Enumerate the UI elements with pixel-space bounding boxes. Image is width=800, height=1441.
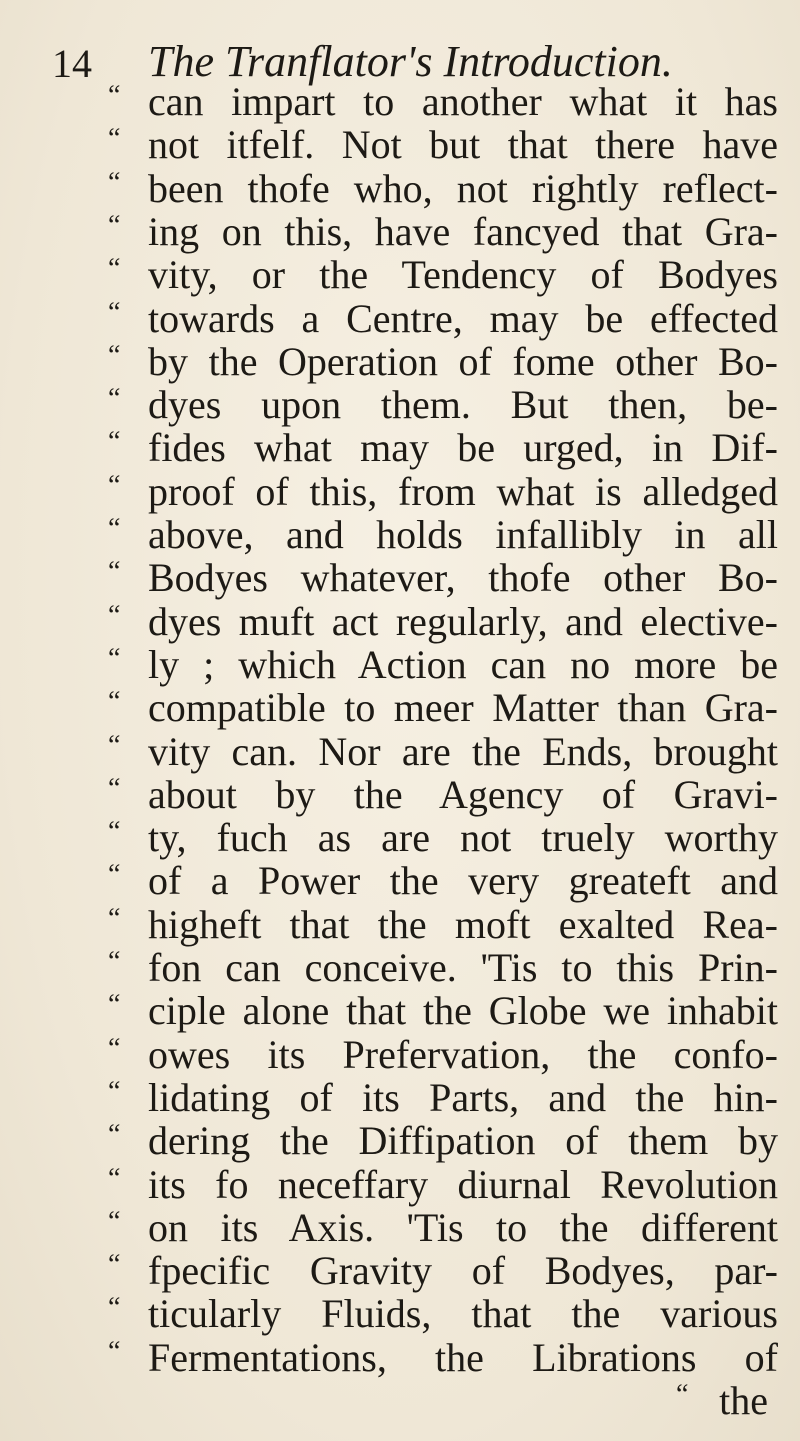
line-text: ing on this, have fancyed that Gra- — [148, 208, 778, 254]
line-text: been thofe who, not rightly reflect- — [148, 165, 778, 211]
line-text: dyes muft act regularly, and elective- — [148, 598, 778, 644]
line-text: Fermentations, the Librations of — [148, 1334, 778, 1380]
text-line — [0, 1119, 800, 1163]
line-text: higheft that the moft exalted Rea- — [148, 901, 778, 947]
quote-mark: “ — [108, 599, 121, 631]
line-text: of a Power the very greateft and — [148, 858, 778, 904]
line-text: its fo neceffary diurnal Revolution — [148, 1161, 778, 1207]
text-line — [0, 859, 800, 903]
line-text: ciple alone that the Globe we inhabit — [148, 988, 778, 1034]
line-text: dering the Diffipation of them by — [148, 1118, 778, 1164]
quote-mark: “ — [108, 816, 121, 848]
quote-mark: “ — [108, 426, 121, 458]
quote-mark: “ — [108, 209, 121, 241]
line-text: fides what may be urged, in Dif- — [148, 425, 778, 471]
line-text: fon can conceive. 'Tis to this Prin- — [148, 945, 778, 990]
line-text: not itfelf. Not but that there have — [148, 122, 778, 168]
quote-mark: “ — [108, 1205, 121, 1237]
text-line — [0, 903, 800, 947]
line-text: compatible to meer Matter than Gra- — [148, 685, 778, 731]
line-text: lidating of its Parts, and the hin- — [148, 1074, 778, 1120]
text-line — [0, 80, 800, 124]
line-text: can impart to another what it has — [148, 79, 778, 124]
text-line — [0, 253, 800, 297]
text-line — [0, 556, 800, 600]
text-line — [0, 123, 800, 167]
quote-mark: “ — [108, 383, 121, 415]
text-line — [0, 340, 800, 384]
text-line — [0, 1249, 800, 1293]
catchword: the — [719, 1378, 768, 1423]
text-line — [0, 1206, 800, 1250]
page-number: 14 — [52, 41, 92, 86]
line-text: about by the Agency of Gravi- — [148, 771, 778, 817]
line-text: proof of this, from what is alledged — [148, 468, 778, 514]
line-text: towards a Centre, may be effected — [148, 295, 778, 341]
catchword-line — [0, 1379, 800, 1423]
line-text: owes its Prefervation, the confo- — [148, 1031, 778, 1077]
quote-mark: “ — [108, 469, 121, 501]
text-line — [0, 643, 800, 687]
quote-mark: “ — [108, 166, 121, 198]
quote-mark: “ — [676, 1379, 689, 1410]
line-text: on its Axis. 'Tis to the different — [148, 1204, 778, 1250]
quote-mark: “ — [108, 946, 121, 977]
line-text: vity can. Nor are the Ends, brought — [148, 728, 778, 774]
line-text: ly ; which Action can no more be — [148, 641, 778, 687]
text-line — [0, 210, 800, 254]
quote-mark: “ — [108, 772, 121, 804]
quote-mark: “ — [108, 123, 121, 155]
line-text: Bodyes whatever, thofe other Bo- — [148, 555, 778, 601]
quote-mark: “ — [108, 859, 121, 891]
quote-mark: “ — [108, 296, 121, 328]
text-line — [0, 470, 800, 514]
text-line — [0, 946, 800, 990]
quote-mark: “ — [108, 989, 121, 1021]
quote-mark: “ — [108, 513, 121, 544]
line-text: ticularly Fluids, that the various — [148, 1291, 778, 1337]
text-line — [0, 1033, 800, 1077]
text-line — [0, 1292, 800, 1336]
running-head: The Tranflator's Introduction. — [148, 37, 673, 86]
text-line — [0, 1076, 800, 1120]
line-text: dyes upon them. But then, be- — [148, 382, 778, 428]
quote-mark: “ — [108, 1119, 121, 1151]
line-text: above, and holds infallibly in all — [148, 512, 778, 557]
line-text: by the Operation of fome other Bo- — [148, 338, 778, 384]
text-line — [0, 426, 800, 470]
text-line — [0, 513, 800, 557]
text-line — [0, 1336, 800, 1380]
quote-mark: “ — [108, 1292, 121, 1324]
text-line — [0, 383, 800, 427]
text-line — [0, 989, 800, 1033]
line-text: vity, or the Tendency of Bodyes — [148, 252, 778, 298]
text-line — [0, 816, 800, 860]
line-text: ty, fuch as are not truely worthy — [148, 815, 778, 861]
text-line — [0, 730, 800, 774]
text-line — [0, 1163, 800, 1207]
quote-mark: “ — [108, 642, 121, 674]
text-line — [0, 773, 800, 817]
text-line — [0, 600, 800, 644]
quote-mark: “ — [108, 339, 121, 371]
text-line — [0, 297, 800, 341]
quote-mark: “ — [108, 253, 121, 285]
quote-mark: “ — [108, 1032, 121, 1064]
line-text: fpecific Gravity of Bodyes, par- — [148, 1248, 778, 1294]
quote-mark: “ — [108, 729, 121, 761]
quote-mark: “ — [108, 1249, 121, 1281]
quote-mark: “ — [108, 1162, 121, 1194]
quote-mark: “ — [108, 556, 121, 588]
quote-mark: “ — [108, 902, 121, 934]
quote-mark: “ — [108, 1335, 121, 1367]
quote-mark: “ — [108, 80, 121, 111]
text-line — [0, 167, 800, 211]
quote-mark: “ — [108, 1075, 121, 1107]
quote-mark: “ — [108, 686, 121, 718]
text-line — [0, 686, 800, 730]
